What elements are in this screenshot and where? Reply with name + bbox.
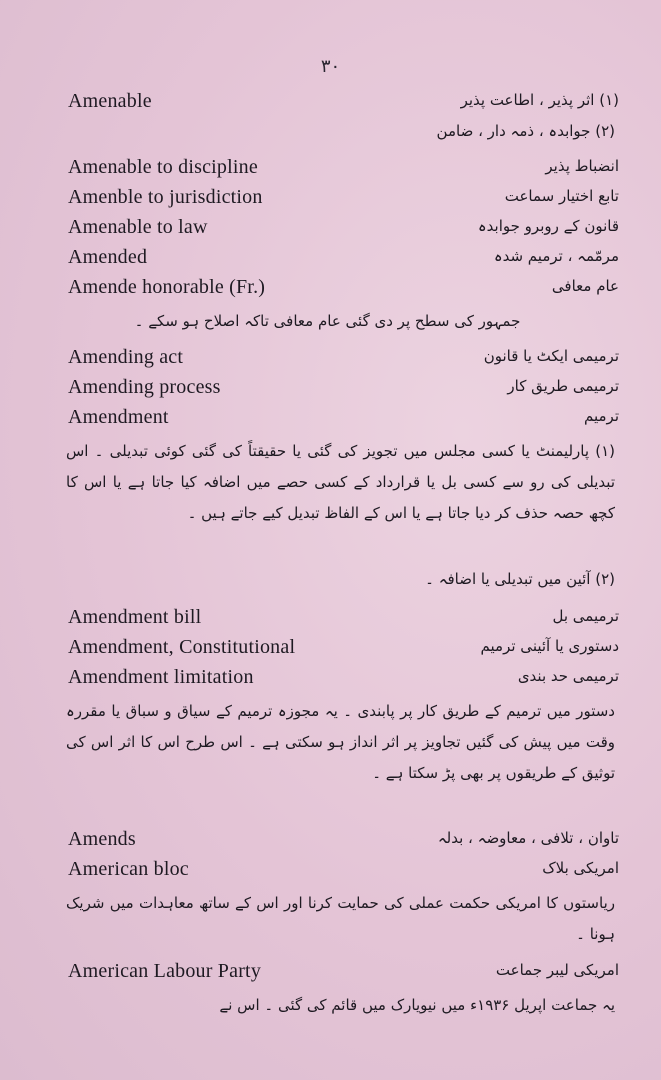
urdu-definition: انضباط پذیر [545, 157, 619, 175]
english-term: Amende honorable (Fr.) [68, 276, 266, 298]
urdu-note: (۲) جوابدہ ، ذمہ دار ، ضامن [436, 122, 615, 140]
entry-row [0, 958, 661, 988]
entry-row [0, 604, 661, 634]
urdu-definition: قانون کے روبرو جوابدہ [477, 217, 619, 235]
urdu-definition: تاوان ، تلافی ، معاوضہ ، بدلہ [437, 829, 619, 847]
urdu-note: یہ جماعت اپریل ۱۹۳۶ء میں نیویارک میں قائم کی گئی ۔ اس نے [219, 996, 615, 1014]
english-term: Amends [68, 828, 136, 850]
urdu-definition: تابع اختیار سماعت [504, 187, 619, 205]
entry-row [0, 88, 661, 118]
english-term: Amenble to jurisdiction [68, 186, 263, 208]
urdu-definition: امریکی لیبر جماعت [495, 961, 619, 979]
entry-row [0, 344, 661, 374]
urdu-definition: ترمیمی بل [552, 607, 619, 625]
english-term: Amenable [68, 90, 152, 112]
entry-row [0, 826, 661, 856]
english-term: Amenable to discipline [68, 156, 258, 178]
entry-row [0, 856, 661, 886]
entry-row [0, 634, 661, 664]
entry-row [0, 404, 661, 434]
english-term: American bloc [68, 858, 189, 880]
urdu-definition: (۱) اثر پذیر ، اطاعت پذیر [460, 91, 619, 109]
english-term: Amendment, Constitutional [68, 636, 296, 658]
urdu-definition: عام معافی [551, 277, 619, 295]
entry-row [0, 184, 661, 214]
english-term: Amending act [68, 346, 184, 368]
urdu-note: (۱) پارلیمنٹ یا کسی مجلس میں تجویز کی گئی یا حقیقتاً کی گئی کوئی تبدیلی ۔ اس تبدیلی کی رو سے کسی بل یا قرارداد کے کسی حصے میں اضافہ کیا جاتا ہے یا اس کا کچھ حصہ حذف کر دیا جاتا ہے یا اس کے الفاظ تبدیل کیے جاتے ہیں ۔ [66, 442, 615, 522]
entry-row [0, 214, 661, 244]
english-term: Amendment bill [68, 606, 202, 628]
urdu-definition: مرمّمہ ، ترمیم شدہ [493, 247, 619, 265]
urdu-definition: ترمیمی ایکٹ یا قانون [483, 347, 619, 365]
page-number: ۳۰ [320, 56, 341, 77]
urdu-definition: ترمیم [584, 407, 619, 425]
english-term: Amendment [68, 406, 169, 428]
english-term: Amended [68, 246, 148, 268]
urdu-definition: ترمیمی طریق کار [507, 377, 619, 395]
entry-row [0, 154, 661, 184]
entry-row [0, 664, 661, 694]
urdu-note: جمہور کی سطح پر دی گئی عام معافی تاکہ اصلاح ہو سکے ۔ [134, 312, 521, 330]
dictionary-entries [0, 88, 661, 1026]
urdu-note: ریاستوں کا امریکی حکمت عملی کی حمایت کرنا اور اس کے ساتھ معاہدات میں شریک ہونا ۔ [66, 894, 615, 943]
urdu-definition: امریکی بلاک [542, 859, 619, 877]
entry-row [0, 274, 661, 304]
english-term: American Labour Party [68, 960, 262, 982]
english-term: Amending process [68, 376, 221, 398]
entry-row [0, 244, 661, 274]
english-term: Amendment limitation [68, 666, 254, 688]
urdu-definition: ترمیمی حد بندی [517, 667, 619, 685]
urdu-definition: دستوری یا آئینی ترمیم [480, 637, 619, 655]
english-term: Amenable to law [68, 216, 208, 238]
entry-row [0, 374, 661, 404]
urdu-note: (۲) آئین میں تبدیلی یا اضافہ ۔ [425, 570, 615, 588]
urdu-note: دستور میں ترمیم کے طریق کار پر پابندی ۔ یہ مجوزہ ترمیم کے سیاق و سباق یا مقررہ وقت میں پیش کی گئیں تجاویز پر اثر انداز ہو سکتی ہے ۔ اس طرح اس کا اثر اس کی توثیق کے طریقوں پر بھی پڑ سکتا ہے ۔ [66, 702, 615, 782]
